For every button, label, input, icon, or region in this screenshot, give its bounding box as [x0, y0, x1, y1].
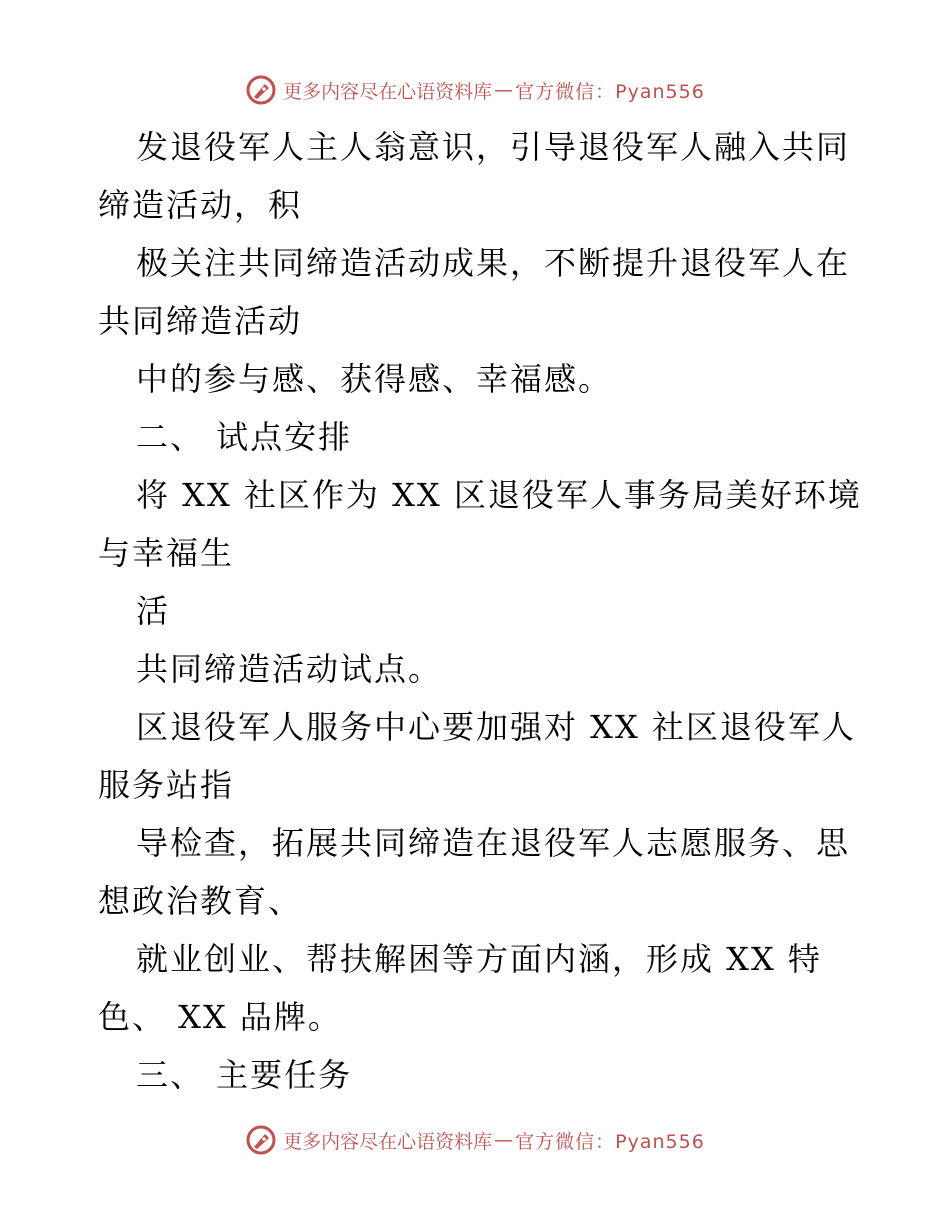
text-line: 导检查，拓展共同缔造在退役军人志愿服务、思 — [136, 824, 851, 862]
text-line: 共同缔造活动试点。 — [136, 650, 443, 688]
text-line: 缔造活动，积 — [98, 186, 303, 224]
header-watermark — [0, 70, 950, 110]
text-line: 区退役军人服务中心要加强对 XX 社区退役军人 — [136, 708, 856, 746]
watermark-wechat-text: 官方微信：Pyan556 — [515, 1130, 705, 1153]
watermark-main-text: 更多内容尽在心语资料库 — [283, 80, 493, 103]
watermark-wechat-text: 官方微信：Pyan556 — [515, 80, 705, 103]
pen-nib-logo-icon — [245, 74, 277, 106]
text-line: 服务站指 — [98, 766, 235, 804]
pen-nib-logo-icon — [245, 1124, 277, 1156]
text-line: 中的参与感、获得感、幸福感。 — [136, 360, 613, 398]
section-heading: 二、 试点安排 — [136, 418, 353, 456]
text-line: 色、 XX 品牌。 — [98, 998, 342, 1036]
text-line: 活 — [136, 592, 171, 630]
text-line: 发退役军人主人翁意识，引导退役军人融入共同 — [136, 128, 851, 166]
text-line: 极关注共同缔造活动成果，不断提升退役军人在 — [136, 244, 851, 282]
watermark-dash: — — [494, 1129, 514, 1151]
text-line: 共同缔造活动 — [98, 302, 303, 340]
text-line: 想政治教育、 — [98, 882, 303, 920]
text-line: 将 XX 社区作为 XX 区退役军人事务局美好环境 — [136, 476, 862, 514]
text-line: 与幸福生 — [98, 534, 235, 572]
text-line: 就业创业、帮扶解困等方面内涵，形成 XX 特 — [136, 940, 822, 978]
section-heading: 三、 主要任务 — [136, 1056, 353, 1094]
footer-watermark — [0, 1120, 950, 1160]
watermark-dash: — — [494, 79, 514, 101]
document-body — [98, 118, 862, 1104]
watermark-main-text: 更多内容尽在心语资料库 — [283, 1130, 493, 1153]
